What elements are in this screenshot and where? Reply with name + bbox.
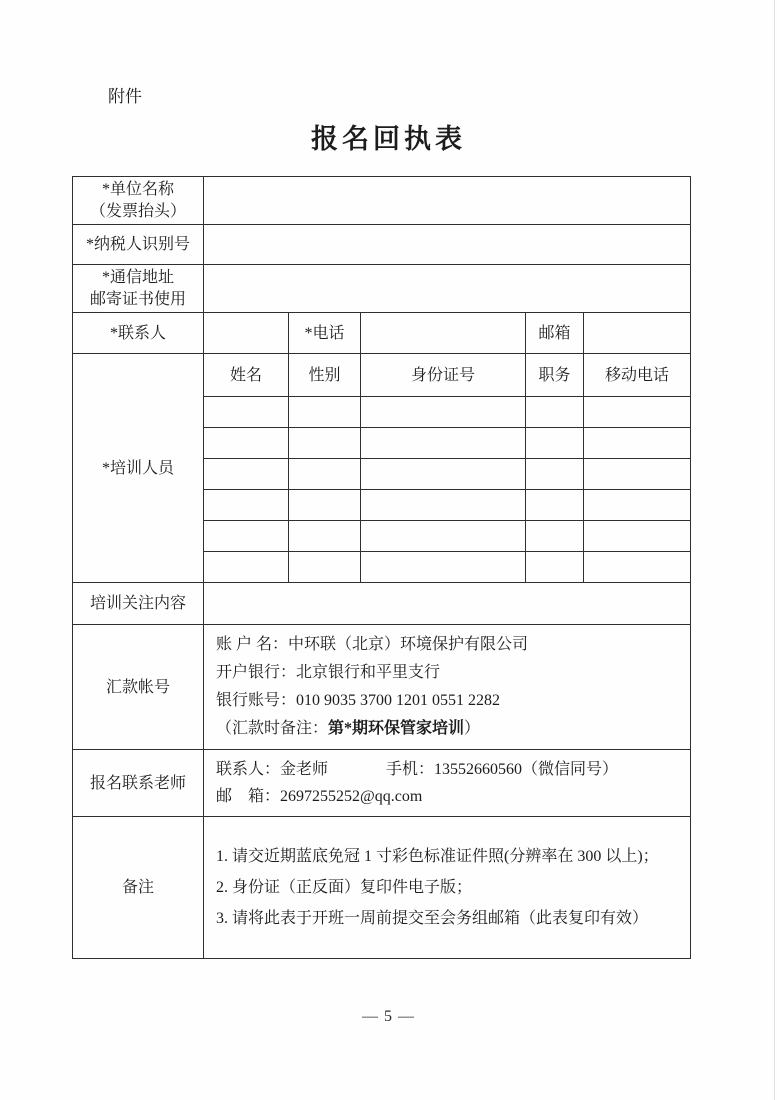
trainee-gender-cell <box>289 428 361 459</box>
unit-name-label-line1: *单位名称 <box>101 181 174 198</box>
teacher-email: 邮 箱：2697255252@qq.com <box>216 788 423 806</box>
trainee-gender-cell <box>289 490 361 521</box>
trainee-id-number-cell <box>361 397 526 428</box>
mail-address-row <box>73 265 691 313</box>
trainee-id-number-cell <box>361 490 526 521</box>
mail-address-label-line1: *通信地址 <box>101 269 174 287</box>
remark-item-1: 1. 请交近期蓝底免冠 1 寸彩色标准证件照(分辨率在 300 以上)； <box>216 848 659 866</box>
remittance-note <box>216 715 680 743</box>
remarks-content-cell <box>204 817 691 959</box>
remittance-row <box>73 625 691 750</box>
remarks-label: 备注 <box>73 817 204 959</box>
trainee-name-cell <box>204 490 289 521</box>
remark-item-2: 2. 身份证（正反面）复印件电子版； <box>216 879 473 897</box>
trainee-name-cell <box>204 521 289 552</box>
remittance-note-bold: 第*期环保管家培训 <box>328 720 465 738</box>
trainee-header-row <box>73 354 691 397</box>
trainee-col-name: 姓名 <box>204 354 289 397</box>
contact-email-label: 邮箱 <box>526 313 584 354</box>
remittance-label: 汇款帐号 <box>73 625 204 750</box>
trainee-position-cell <box>526 521 584 552</box>
remittance-account-name: 账 户 名：中环联（北京）环境保护有限公司 <box>216 636 529 654</box>
trainee-col-id-number: 身份证号 <box>361 354 526 397</box>
trainee-name-cell <box>204 552 289 583</box>
taxpayer-id-value-cell <box>204 225 691 265</box>
trainee-mobile-cell <box>584 521 691 552</box>
teacher-contact-name: 联系人：金老师 <box>216 761 329 779</box>
trainee-mobile-cell <box>584 397 691 428</box>
page-number: — 5 — <box>362 1008 415 1025</box>
unit-name-row <box>73 177 691 225</box>
contact-row <box>73 313 691 354</box>
trainee-name-cell <box>204 397 289 428</box>
trainee-name-cell <box>204 459 289 490</box>
training-focus-row <box>73 583 691 625</box>
attachment-label: 附件 <box>108 87 142 106</box>
contact-value-cell <box>204 313 289 354</box>
contact-phone-value-cell <box>361 313 526 354</box>
trainee-gender-cell <box>289 397 361 428</box>
trainee-gender-cell <box>289 552 361 583</box>
trainee-id-number-cell <box>361 459 526 490</box>
trainee-gender-cell <box>289 459 361 490</box>
unit-name-label <box>73 177 204 225</box>
contact-phone-label: *电话 <box>289 313 361 354</box>
remarks-row <box>73 817 691 959</box>
trainee-col-position: 职务 <box>526 354 584 397</box>
trainee-position-cell <box>526 490 584 521</box>
registration-form-table <box>72 176 691 959</box>
trainee-mobile-cell <box>584 428 691 459</box>
trainee-gender-cell <box>289 521 361 552</box>
unit-name-value-cell <box>204 177 691 225</box>
remittance-bank: 开户银行：北京银行和平里支行 <box>216 664 441 682</box>
trainee-mobile-cell <box>584 552 691 583</box>
mail-address-label <box>73 265 204 313</box>
trainees-label-cell: *培训人员 <box>73 354 204 583</box>
trainee-mobile-cell <box>584 490 691 521</box>
trainee-position-cell <box>526 428 584 459</box>
taxpayer-id-row <box>73 225 691 265</box>
training-focus-value-cell <box>204 583 691 625</box>
taxpayer-id-label: *纳税人识别号 <box>73 225 204 265</box>
trainee-id-number-cell <box>361 521 526 552</box>
trainee-position-cell <box>526 397 584 428</box>
contact-teacher-content-cell <box>204 750 691 817</box>
trainee-mobile-cell <box>584 459 691 490</box>
contact-label: *联系人 <box>73 313 204 354</box>
remittance-note-suffix: ） <box>464 720 481 738</box>
trainee-position-cell <box>526 459 584 490</box>
remittance-account-number: 银行账号：010 9035 3700 1201 0551 2282 <box>216 692 501 710</box>
trainee-name-cell <box>204 428 289 459</box>
trainee-col-gender: 性别 <box>289 354 361 397</box>
page-title: 报名回执表 <box>311 124 466 154</box>
teacher-mobile: 手机：13552660560（微信同号） <box>386 761 619 779</box>
unit-name-label-line2: （发票抬头） <box>89 202 186 220</box>
contact-teacher-row <box>73 750 691 817</box>
teacher-line-1 <box>216 756 680 783</box>
contact-email-value-cell <box>584 313 691 354</box>
contact-teacher-label: 报名联系老师 <box>73 750 204 817</box>
training-focus-label: 培训关注内容 <box>73 583 204 625</box>
trainee-id-number-cell <box>361 552 526 583</box>
trainee-id-number-cell <box>361 428 526 459</box>
mail-address-value-cell <box>204 265 691 313</box>
trainee-position-cell <box>526 552 584 583</box>
scan-edge-artifact <box>774 0 775 1100</box>
trainee-col-mobile: 移动电话 <box>584 354 691 397</box>
remark-item-3: 3. 请将此表于开班一周前提交至会务组邮箱（此表复印有效） <box>216 910 649 928</box>
remittance-note-prefix: （汇款时备注： <box>216 720 329 738</box>
remittance-content-cell <box>204 625 691 750</box>
mail-address-label-line2: 邮寄证书使用 <box>89 290 186 308</box>
